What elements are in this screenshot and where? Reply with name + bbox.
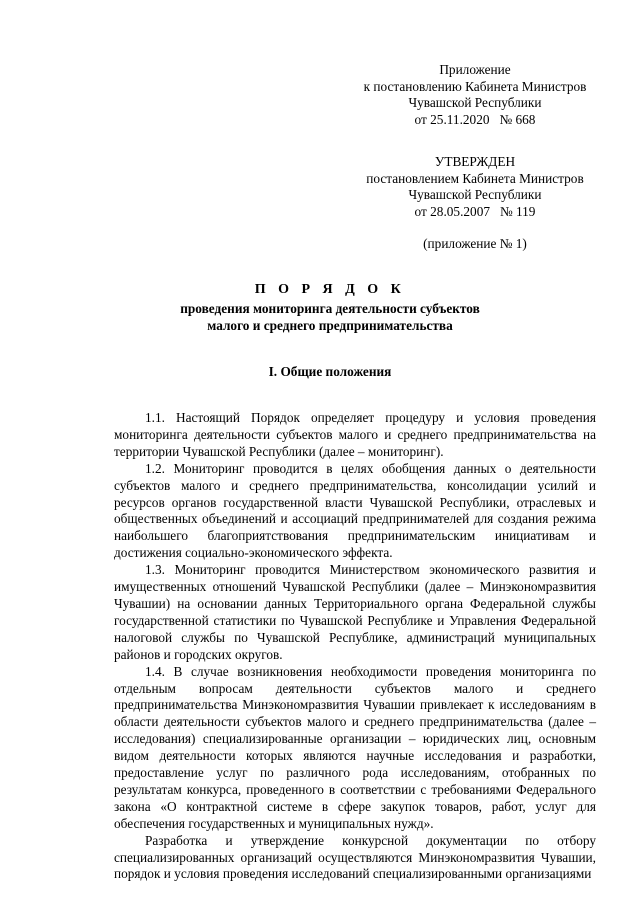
document-subtitle bbox=[80, 300, 580, 334]
paragraph-1-4-continued: Разработка и утверждение конкурсной документации по отбору специализированных организаций осуществляются Минэкономразвития Чувашии, порядок и условия проведения исследований специализированными организациями bbox=[114, 832, 596, 882]
subtitle-line-2: малого и среднего предпринимательства bbox=[207, 318, 453, 333]
paragraph-1-1: 1.1. Настоящий Порядок определяет процедуру и условия проведения мониторинга деятельности субъектов малого и среднего предпринимательства на территории Чувашской Республики (далее – мониторинг). bbox=[114, 410, 596, 459]
approved-line-3: Чувашской Республики bbox=[408, 187, 542, 202]
approved-line-4: от 28.05.2007 № 119 bbox=[414, 203, 536, 219]
paragraph-1-4: 1.4. В случае возникновения необходимости проведения мониторинга по отдельным вопросам деятельности субъектов малого и среднего предпринимательства Минэкономразвития Чувашии привлекает к исследованиям в области деятельности субъектов малого и среднего предпринимательства (далее – исследования) специализированные организации – юридических лиц, основным видом деятельности которых являются научные исследования и разработки, предоставление услуг по различного рода исследованиям, отобранных по результатам конкурса, проведенного в соответствии с требованиями Федерального закона «О контрактной системе в сфере закупок товаров, работ, услуг для обеспечения государственных и муниципальных нужд». bbox=[114, 663, 596, 831]
approved-line-1: УТВЕРЖДЕН bbox=[434, 154, 516, 169]
appendix-line-4: от 25.11.2020 № 668 bbox=[414, 111, 536, 127]
approved-line-2: постановлением Кабинета Министров bbox=[366, 170, 584, 186]
appendix-line-2: к постановлению Кабинета Министров bbox=[363, 78, 587, 94]
appendix-number-block bbox=[340, 236, 610, 253]
appendix-line-3: Чувашской Республики bbox=[408, 95, 542, 110]
appendix-header bbox=[340, 62, 610, 128]
document-body bbox=[114, 410, 596, 883]
section-heading: I. Общие положения bbox=[268, 364, 392, 379]
paragraph-1-2: 1.2. Мониторинг проводится в целях обобщения данных о деятельности субъектов малого и среднего предпринимательства, консолидации усилий и ресурсов органов государственной власти Чувашской Республики, отраслевых и общественных объединений и ассоциаций предпринимателей для создания режима наибольшего благоприятствования предпринимательским инициативам и достижения социально-экономического эффекта. bbox=[114, 460, 596, 561]
approval-header bbox=[340, 154, 610, 220]
paragraph-1-3: 1.3. Мониторинг проводится Министерством экономического развития и имущественных отношений Чувашской Республики (далее – Минэкономразвития Чувашии) на основании данных Территориального органа Федеральной службы государственной статистики по Чувашской Республике и Управления Федеральной налоговой службы по Чувашской Республике, администраций муниципальных районов и городских округов. bbox=[114, 562, 596, 662]
appendix-line-1: Приложение bbox=[439, 62, 511, 77]
appendix-number: (приложение № 1) bbox=[423, 236, 527, 251]
document-title: П О Р Я Д О К bbox=[254, 282, 406, 297]
subtitle-line-1: проведения мониторинга деятельности субъектов bbox=[180, 301, 480, 316]
